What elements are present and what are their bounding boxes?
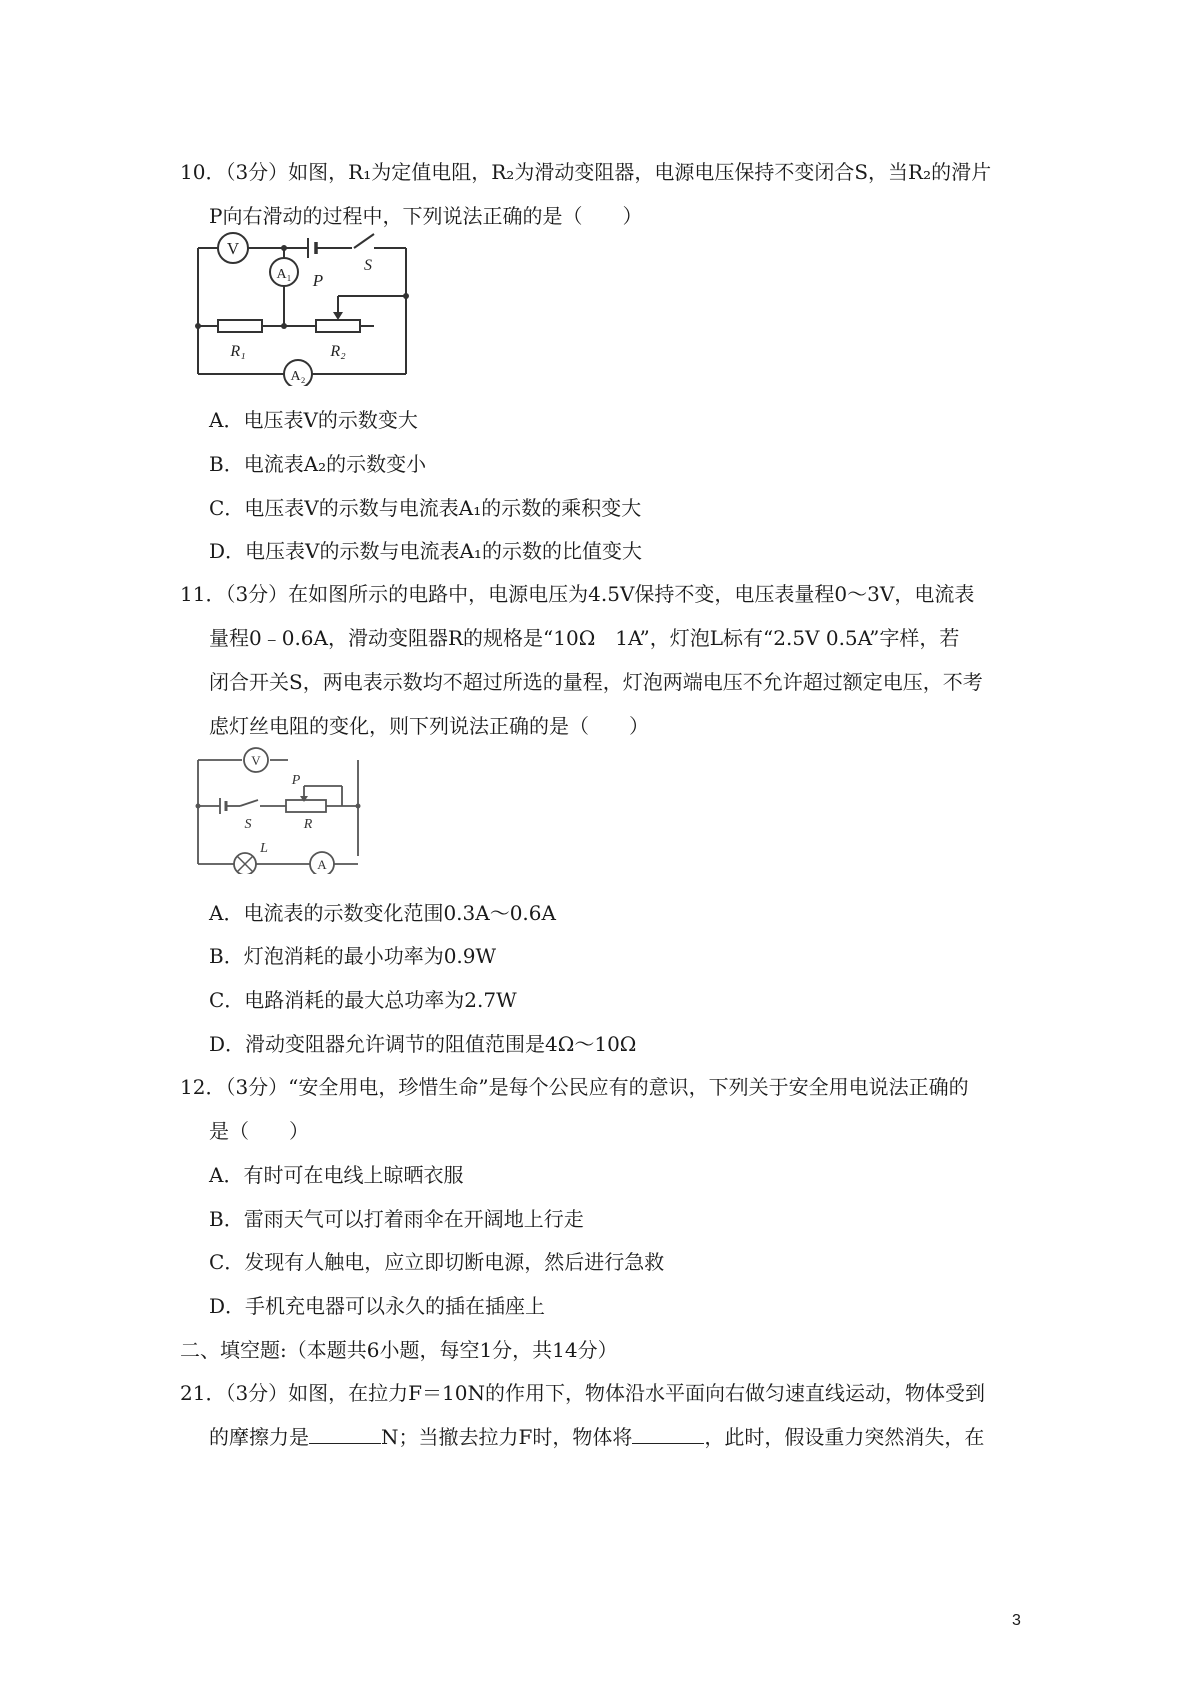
q10-option-c: C．电压表V的示数与电流表A₁的示数的乘积变大 [209, 496, 642, 520]
q21-blank-2[interactable] [632, 1425, 704, 1444]
q11-stem-line4: 虑灯丝电阻的变化，则下列说法正确的是（ ） [209, 714, 649, 738]
q11-stem-line2: 量程0﹣0.6A，滑动变阻器R的规格是“10Ω 1A”，灯泡L标有“2.5V 0.5A”字样，若 [209, 626, 960, 650]
q11-stem-line1: 11．（3分）在如图所示的电路中，电源电压为4.5V保持不变，电压表量程0～3V，电流表 [180, 582, 975, 606]
section-heading: 二、填空题:（本题共6小题，每空1分，共14分） [180, 1338, 618, 1362]
page-number: 3 [1012, 1612, 1021, 1629]
r1-label: R₁ [230, 343, 246, 360]
q11-option-d: D．滑动变阻器允许调节的阻值范围是4Ω～10Ω [209, 1032, 637, 1056]
q21-stem-line2 [209, 1423, 984, 1451]
q11-option-b: B．灯泡消耗的最小功率为0.9W [209, 944, 497, 968]
slider-label: P [312, 271, 324, 290]
q10-option-a: A．电压表V的示数变大 [209, 408, 418, 432]
slider-label: P [291, 773, 301, 788]
lamp-label: L [260, 841, 268, 856]
q21-text-c: ，此时，假设重力突然消失，在 [704, 1425, 985, 1449]
q11-option-c: C．电路消耗的最大总功率为2.7W [209, 988, 517, 1012]
q21-blank-1[interactable] [309, 1425, 381, 1444]
q11-circuit-diagram [192, 746, 392, 874]
q12-option-c: C．发现有人触电，应立即切断电源，然后进行急救 [209, 1250, 665, 1274]
meter-v-label: V [251, 753, 261, 768]
q11-stem-line3: 闭合开关S，两电表示数均不超过所选的量程，灯泡两端电压不允许超过额定电压，不考 [209, 670, 983, 694]
switch-label: S [364, 257, 372, 274]
q12-option-b: B．雷雨天气可以打着雨伞在开阔地上行走 [209, 1207, 584, 1231]
q21-stem-line1: 21．（3分）如图，在拉力F＝10N的作用下，物体沿水平面向右做匀速直线运动，物体受到 [180, 1381, 985, 1405]
q10-circuit-diagram [188, 226, 428, 386]
meter-a-label: A [317, 857, 327, 872]
meter-a1-label: A₁ [276, 267, 292, 282]
q12-option-d: D．手机充电器可以永久的插在插座上 [209, 1294, 546, 1318]
q10-stem-line1: 10．（3分）如图，R₁为定值电阻，R₂为滑动变阻器，电源电压保持不变闭合S，当R₂的滑片 [180, 160, 992, 184]
q12-option-a: A．有时可在电线上晾晒衣服 [209, 1163, 464, 1187]
q10-option-d: D．电压表V的示数与电流表A₁的示数的比值变大 [209, 539, 642, 563]
meter-v-label: V [226, 239, 240, 258]
q11-option-a: A．电流表的示数变化范围0.3A～0.6A [209, 901, 556, 925]
r2-label: R₂ [330, 343, 346, 360]
q21-text-b: N；当撤去拉力F时，物体将 [381, 1425, 633, 1449]
q10-stem-line2: P向右滑动的过程中，下列说法正确的是（ ） [209, 204, 643, 228]
q12-stem-line2: 是（ ） [209, 1119, 309, 1143]
q10-option-b: B．电流表A₂的示数变小 [209, 452, 427, 476]
q21-text-a: 的摩擦力是 [209, 1425, 309, 1449]
switch-label: S [244, 817, 252, 832]
meter-a2-label: A₂ [290, 369, 306, 384]
q12-stem-line1: 12．（3分）“安全用电，珍惜生命”是每个公民应有的意识，下列关于安全用电说法正确的 [180, 1075, 969, 1099]
r-label: R [303, 817, 313, 832]
